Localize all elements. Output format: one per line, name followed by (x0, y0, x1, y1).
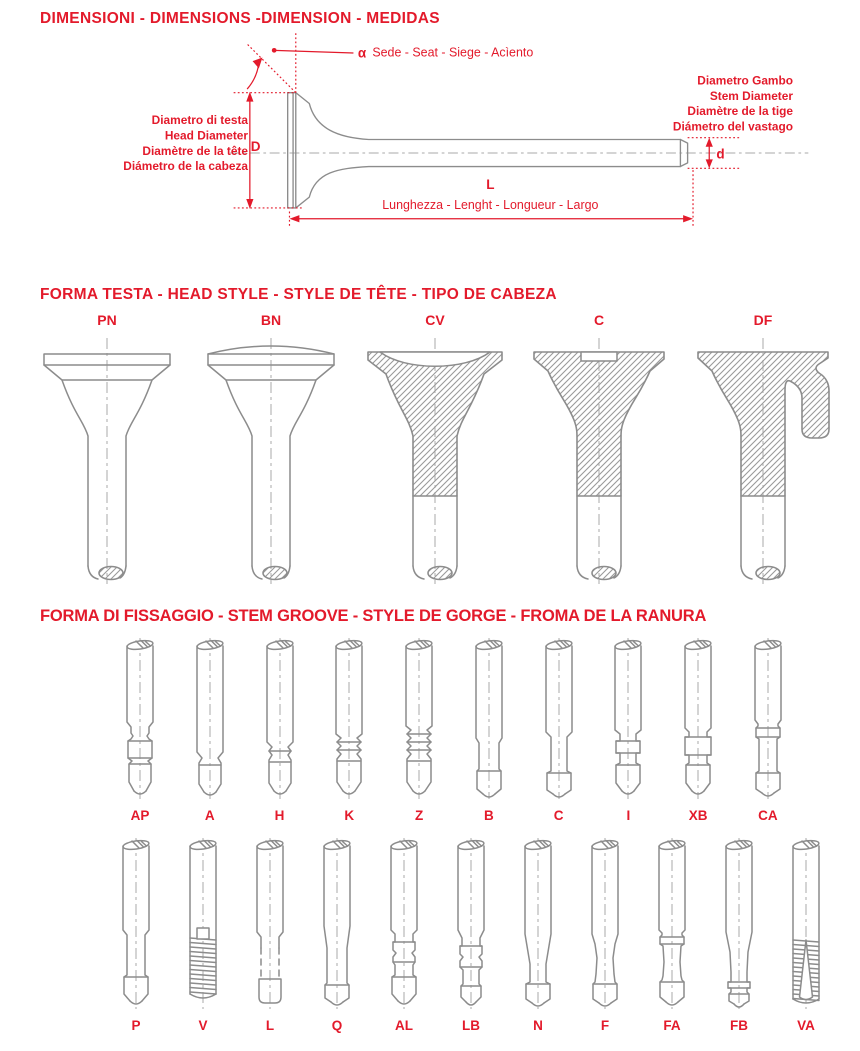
stem-groove-label: FA (663, 1018, 681, 1033)
head-style-row (25, 312, 845, 586)
head-style-section-title: FORMA TESTA - HEAD STYLE - STYLE DE TÊTE - TIPO DE CABEZA (40, 286, 557, 303)
stem-groove-drawing-va (778, 836, 834, 1011)
head-style-item-bn (189, 312, 353, 586)
stem-groove-drawing-al (376, 836, 432, 1011)
stem-groove-item-ca (740, 636, 796, 823)
stem-groove-label: L (265, 1018, 275, 1033)
stem-groove-label: I (626, 808, 631, 823)
length-symbol: L (486, 177, 495, 193)
stem-groove-drawing-c (531, 636, 587, 801)
head-style-label: DF (753, 312, 773, 328)
stem-groove-label: XB (688, 808, 708, 823)
seat-label: Sede - Seat - Siege - Acìento (372, 45, 534, 60)
stem-groove-drawing-f (577, 836, 633, 1011)
dimensions-section-title: DIMENSIONI - DIMENSIONS -DIMENSION - MEDIDAS (40, 10, 440, 27)
stem-groove-section-title: FORMA DI FISSAGGIO - STEM GROOVE - STYLE DE GORGE - FROMA DE LA RANURA (40, 606, 707, 625)
stem-groove-label: Z (414, 808, 424, 823)
head-style-label: C (593, 312, 605, 328)
stem-groove-drawing-v (175, 836, 231, 1011)
valve-head-face (288, 93, 296, 208)
stem-groove-drawing-l (242, 836, 298, 1011)
stem-groove-drawing-ap (112, 636, 168, 801)
stem-groove-item-p (108, 836, 164, 1033)
length-arrow-left (289, 215, 299, 222)
stem-groove-drawing-lb (443, 836, 499, 1011)
stem-groove-item-n (510, 836, 566, 1033)
stem-groove-drawing-ca (740, 636, 796, 801)
stem-groove-label: B (483, 808, 494, 823)
stem-groove-drawing-p (108, 836, 164, 1011)
head-style-item-cv (353, 312, 517, 586)
stem-groove-item-b (461, 636, 517, 823)
stem-groove-drawing-xb (670, 636, 726, 801)
head-style-label: PN (97, 312, 117, 328)
stem-groove-item-f (577, 836, 633, 1033)
head-diameter-label-line-3: Diamètre de la tête (142, 143, 249, 158)
stem-groove-label: AP (130, 808, 150, 823)
seat-angle-arrowhead (253, 58, 263, 69)
stem-groove-label: Q (331, 1018, 343, 1033)
length-arrow-right (683, 215, 693, 222)
head-style-item-c (517, 312, 681, 586)
head-style-drawing-bn (196, 334, 346, 586)
stem-groove-item-va (778, 836, 834, 1033)
stem-groove-drawing-fb (711, 836, 767, 1011)
head-style-label: CV (425, 312, 445, 328)
head-style-drawing-c (524, 334, 674, 586)
stem-groove-drawing-i (600, 636, 656, 801)
stem-groove-item-a (182, 636, 238, 823)
stem-groove-drawing-n (510, 836, 566, 1011)
stem-groove-label: V (198, 1018, 208, 1033)
stem-groove-drawing-b (461, 636, 517, 801)
stem-groove-drawing-k (321, 636, 377, 801)
stem-groove-item-xb (670, 636, 726, 823)
head-diameter-label-line-4: Diámetro de la cabeza (123, 159, 249, 174)
stem-groove-item-ap (112, 636, 168, 823)
head-diameter-label-line-1: Diametro di testa (151, 113, 249, 128)
stem-groove-label: K (344, 808, 355, 823)
stem-groove-item-c (531, 636, 587, 823)
stem-groove-label: LB (462, 1018, 480, 1033)
stem-groove-label: FB (730, 1018, 748, 1033)
stem-groove-item-v (175, 836, 231, 1033)
head-style-label: BN (260, 312, 282, 328)
stem-groove-label: H (274, 808, 285, 823)
stem-groove-drawing-z (391, 636, 447, 801)
stem-diameter-arrow-bottom (706, 159, 713, 168)
stem-diameter-label-line-3: Diamètre de la tige (687, 104, 794, 119)
stem-groove-label: A (204, 808, 215, 823)
stem-groove-row-1 (112, 636, 796, 823)
length-label: Lunghezza - Lenght - Longueur - Largo (382, 197, 599, 212)
stem-groove-drawing-fa (644, 836, 700, 1011)
head-style-item-pn (25, 312, 189, 586)
seat-leader-line (274, 50, 353, 53)
stem-groove-label: F (600, 1018, 610, 1033)
head-diameter-label-line-2: Head Diameter (164, 128, 249, 143)
stem-groove-item-z (391, 636, 447, 823)
stem-groove-label: N (533, 1018, 543, 1033)
stem-diameter-label-line-1: Diametro Gambo (697, 73, 794, 88)
stem-groove-label: VA (797, 1018, 815, 1033)
stem-groove-label: CA (758, 808, 778, 823)
stem-groove-item-fa (644, 836, 700, 1033)
head-style-drawing-df (688, 334, 838, 586)
head-style-drawing-cv (360, 334, 510, 586)
head-style-item-df (681, 312, 845, 586)
stem-groove-drawing-q (309, 836, 365, 1011)
stem-diameter-arrow-top (706, 138, 713, 147)
stem-groove-item-al (376, 836, 432, 1033)
stem-groove-item-fb (711, 836, 767, 1033)
head-style-drawing-pn (32, 334, 182, 586)
stem-groove-item-i (600, 636, 656, 823)
stem-groove-label: C (553, 808, 564, 823)
stem-groove-item-q (309, 836, 365, 1033)
stem-groove-label: AL (395, 1018, 413, 1033)
stem-diameter-label-line-4: Diámetro del vastago (672, 119, 794, 134)
stem-groove-item-h (252, 636, 308, 823)
stem-groove-item-l (242, 836, 298, 1033)
stem-groove-drawing-a (182, 636, 238, 801)
stem-groove-item-k (321, 636, 377, 823)
stem-groove-label: P (131, 1018, 141, 1033)
stem-diameter-symbol: d (716, 146, 725, 162)
stem-diameter-label-line-2: Stem Diameter (709, 88, 794, 103)
seat-angle-arc (247, 63, 259, 89)
valve-dimension-diagram (0, 26, 860, 262)
stem-groove-drawing-h (252, 636, 308, 801)
stem-groove-row-2 (108, 836, 834, 1033)
stem-groove-item-lb (443, 836, 499, 1033)
alpha-symbol: α (357, 45, 367, 61)
head-diameter-symbol: D (250, 139, 261, 155)
head-diameter-arrow-bottom (246, 199, 253, 209)
